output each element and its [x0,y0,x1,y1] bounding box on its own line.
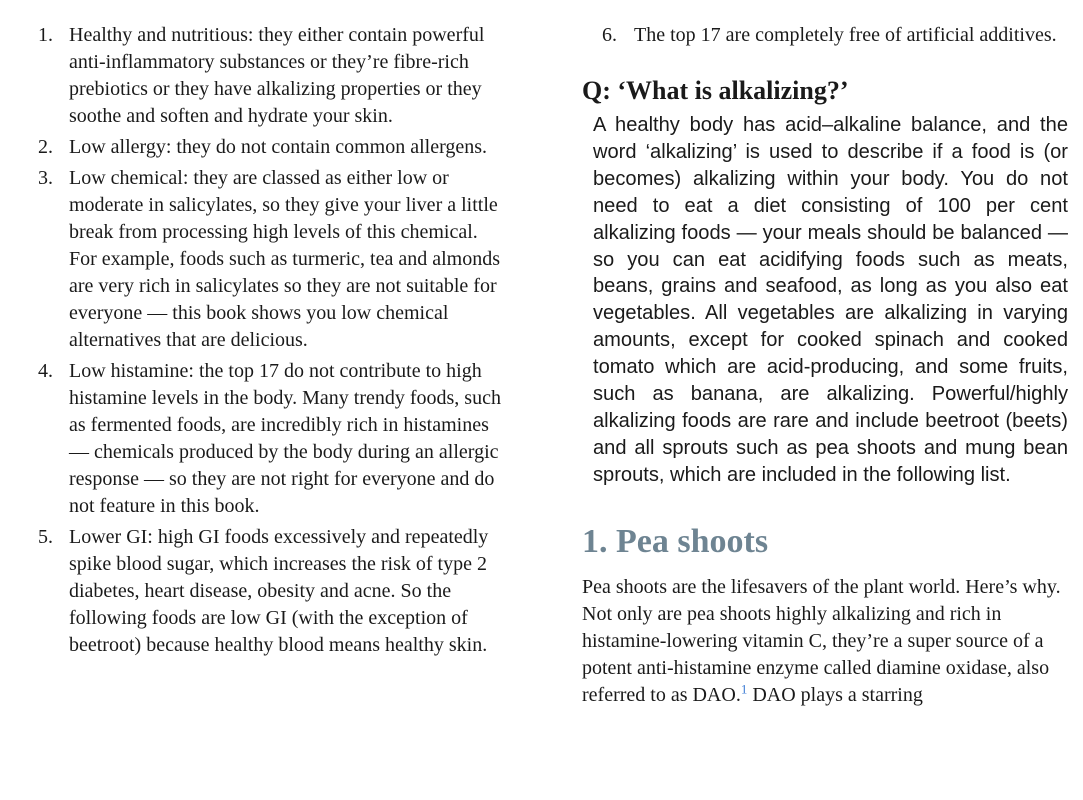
footnote-link[interactable]: 1 [740,681,748,697]
section-body [582,574,1068,709]
list-item [32,524,508,659]
list-item [32,165,508,354]
qa-body: A healthy body has acid–alkaline balance, and the word ‘alkalizing’ is used to describe if a food is (or becomes) alkalizing within your body. You do not need to eat a diet consisting of 100 per cent alkalizing foods — your meals should be balanced — so you can eat acidifying foods such as meats, beans, grains and seafood, as long as you also eat vegetables. All vegetables are alkalizing in varying amounts, except for cooked spinach and cooked tomato which are acid-producing, and some fruits, such as banana, are alkalizing. Powerful/highly alkalizing foods are rare and include beetroot (beets) and all sprouts such as pea shoots and mung bean sprouts, which are included in the following list. [593,114,1068,486]
list-item [32,358,508,520]
section-body-text: Pea shoots are the lifesavers of the plant world. Here’s why. Not only are pea shoots highly alkalizing and rich in histamine-lowering vitamin C, they’re a super source of a potent anti-histamine enzyme called diamine oxidase, also referred to as DAO. [582,575,1061,706]
section-body-continuation: DAO plays a starring [747,683,923,706]
right-column [582,22,1068,709]
list-text: Low histamine: the top 17 do not contribute to high histamine levels in the body. Many trendy foods, such as fermented foods, are incredibly rich in histamines — chemicals produced by the body during an allergic response — so they are not right for everyone and do not feature in this book. [69,360,501,517]
list-number: 6. [602,24,617,46]
list-text: Low chemical: they are classed as either low or moderate in salicylates, so they give your liver a little break from processing high levels of this chemical. For example, foods such as turmeric, tea and almonds are very rich in salicylates so they are not suitable for everyone — this book shows you low chemical alternatives that are delicious. [69,167,500,351]
left-column [32,22,508,663]
list-text: Healthy and nutritious: they either contain powerful anti-inflammatory substances or they’re fibre-rich prebiotics or they have alkalizing properties or they soothe and soften and hydrate your skin. [69,24,485,127]
list-item-6 [582,22,1068,49]
list-text: The top 17 are completely free of artificial additives. [634,24,1057,46]
list-number: 3. [38,167,53,189]
list-item [32,134,508,161]
list-item [32,22,508,130]
qa-heading: Q: ‘What is alkalizing?’ [582,76,849,105]
list-number: 2. [38,136,53,158]
criteria-list [32,22,508,659]
list-text: Lower GI: high GI foods excessively and repeatedly spike blood sugar, which increases the risk of type 2 diabetes, heart disease, obesity and acne. So the following foods are low GI (with the exception of beetroot) because healthy blood means healthy skin. [69,526,489,656]
list-number: 5. [38,526,53,548]
section-heading: 1. Pea shoots [582,522,769,560]
list-text: Low allergy: they do not contain common allergens. [69,136,488,158]
list-number: 4. [38,360,53,382]
list-number: 1. [38,24,53,46]
